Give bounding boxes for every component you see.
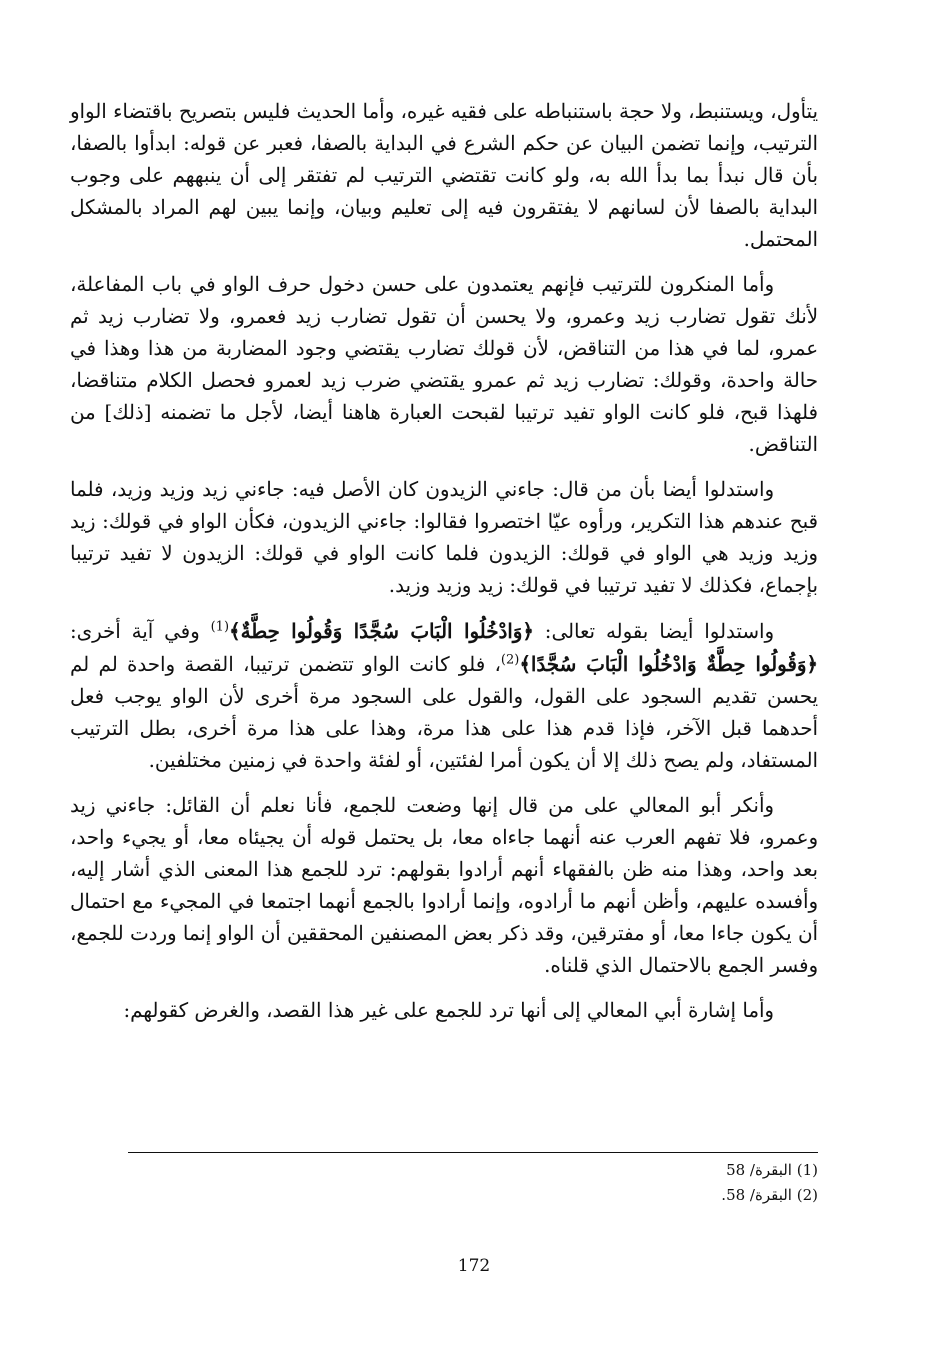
paragraph-4 <box>70 615 818 777</box>
footnote-marker-1: (1) <box>210 619 230 635</box>
footnotes <box>128 1158 818 1208</box>
paragraph-4-tail: ، فلو كانت الواو تتضمن ترتيبا، القصة واحدة لم لم يحسن تقديم السجود على القول، والقول على السجود مرة أخرى لأن الواو يوجب فعل أحدهما قبل الآخر، فإذا قدم هذا على هذا مرة، وهذا على هذا مرة أخرى، بطل الترتيب المستفاد، ولم يصح ذلك إلا أن يكون أمرا لفئتين، أو لفئة واحدة في زمنين مختلفين. <box>70 653 818 772</box>
footnote-marker-2: (2) <box>500 652 520 668</box>
paragraph-1: يتأول، ويستنبط، ولا حجة باستنباطه على فقيه غيره، وأما الحديث فليس بتصريح باقتضاء الواو الترتيب، وإنما تضمن البيان عن حكم الشرع في البداية بالصفا، فعبر عن قوله: ابدأوا بالصفا، بأن قال نبدأ بما بدأ الله به، ولو كانت تقتضي الترتيب لم تفتقر إلى أن ينبههم على وجوب البداية بالصفا لأن لسانهم لا يفتقرون فيه إلى تعليم وبيان، وإنما يبين لهم المراد بالمشكل المحتمل. <box>70 100 818 251</box>
paragraph-3: واستدلوا أيضا بأن من قال: جاءني الزيدون كان الأصل فيه: جاءني زيد وزيد وزيد، فلما قبح عندهم هذا التكرير، ورأوه عيّا اختصروا فقالوا: جاءني الزيدون، فكأن الواو في قولك: زيد وزيد وزيد هي الواو في قولك: الزيدون فلما كانت الواو في قولك: الزيدون لا تفيد ترتيبا بإجماع، فكذلك لا تفيد ترتيبا في قولك: زيد وزيد وزيد. <box>70 478 818 597</box>
page-body <box>70 96 818 1176</box>
footnote-1: (1) البقرة/ 58 <box>726 1161 818 1179</box>
paragraph-4-lead: واستدلوا أيضا بقوله تعالى: <box>533 620 774 643</box>
paragraph-5: وأنكر أبو المعالي على من قال إنها وضعت للجمع، فأنا نعلم أن القائل: جاءني زيد وعمرو، فلا تفهم العرب عنه أنهما جاءاه معا، بل يحتمل قوله أن يجيئاه معا، أو يجيء واحد، بعد واحد، وهذا منه ظن بالفقهاء أنهم أرادوا بقولهم: ترد للجمع هذا المعنى الذي أشار إليه، وأفسده عليهم، وأظن أنهم ما أرادوه، وإنما أرادوا بالجمع أنهما اجتمعا في المجيء مع احتمال أن يكون جاءا معا، أو مفترقين، وقد ذكر بعض المصنفين المحققين أن الواو إنما وردت للجمع، وفسر الجمع بالاحتمال الذي قلناه. <box>70 794 818 977</box>
paragraph-2: وأما المنكرون للترتيب فإنهم يعتمدون على حسن دخول حرف الواو في باب المفاعلة، لأنك تقول تضارب زيد وعمرو، ولا يحسن أن تقول تضارب زيد فعمرو، ولا تضارب زيد ثم عمرو، لما في هذا من التناقض، لأن قولك تضارب يقتضي وجود المضاربة من هذا وهذا في حالة واحدة، وقولك: تضارب زيد ثم عمرو يقتضي ضرب زيد لعمرو فحصل الكلام متناقضا، فلهذا قبح، فلو كانت الواو تفيد ترتيبا لقبحت العبارة هاهنا أيضا، لأجل ما تضمنه [ذلك] من التناقض. <box>70 273 818 456</box>
paragraph-4-middle: وفي آية أخرى: <box>70 620 211 643</box>
footnote-2: (2) البقرة/ 58. <box>721 1186 818 1204</box>
quran-verse-1: ﴿وَادْخُلُوا الْبَابَ سُجَّدًا وَقُولُوا حِطَّةٌ﴾ <box>229 619 534 643</box>
footnote-divider <box>128 1152 818 1153</box>
page-number: 172 <box>457 1256 491 1276</box>
quran-verse-2: ﴿وَقُولُوا حِطَّةٌ وَادْخُلُوا الْبَابَ سُجَّدًا﴾ <box>519 652 818 676</box>
paragraph-6: وأما إشارة أبي المعالي إلى أنها ترد للجمع على غير هذا القصد، والغرض كقولهم: <box>123 999 774 1022</box>
